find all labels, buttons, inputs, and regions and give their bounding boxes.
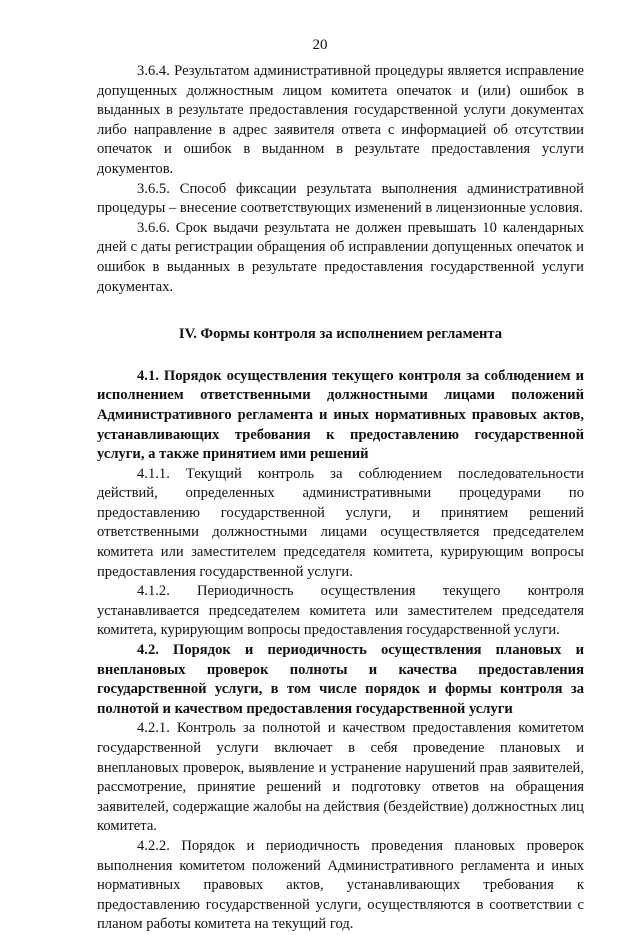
section-heading: IV. Формы контроля за исполнением регламента [178, 326, 503, 343]
paragraph-4-1-2: 4.1.2. Периодичность осуществления текущего контроля устанавливается председателем комитета или заместителем председателя комитета, курирующим вопросы предоставления государственной услуги. [97, 583, 584, 639]
paragraph-3-6-5: 3.6.5. Способ фиксации результата выполнения административной процедуры – внесение соответствующих изменений в лицензионные условия. [97, 180, 584, 217]
subsection-4-1-heading: 4.1. Порядок осуществления текущего контроля за соблюдением и исполнением ответственными должностными лицами положений Административного регламента и иных нормативных правовых актов, устанавливающих требования к предоставлению государственной услуги, а также принятием ими решений [97, 367, 584, 463]
document-body [97, 62, 584, 935]
paragraph-3-6-6: 3.6.6. Срок выдачи результата не должен превышать 10 календарных дней с даты регистрации обращения об исправлении допущенных опечаток и ошибок в выданных в результате предоставления государственной услуги документах. [97, 219, 584, 295]
paragraph-4-2-2: 4.2.2. Порядок и периодичность проведения плановых проверок выполнения комитетом положений Административного регламента и иных нормативных правовых актов, устанавливающих требования к предоставлению государственной услуги, осуществляются в соответствии с планом работы комитета на текущий год. [97, 837, 584, 933]
page-number: 20 [312, 37, 328, 53]
paragraph-4-2-1: 4.2.1. Контроль за полнотой и качеством предоставления комитетом государственной услуги включает в себя проведение плановых и внеплановых проверок, выявление и устранение нарушений прав заявителей, рассмотрение, принятие решений и подготовку ответов на обращения заявителей, содержащие жалобы на действия (бездействие) должностных лиц комитета. [97, 720, 584, 835]
paragraph-4-1-1: 4.1.1. Текущий контроль за соблюдением последовательности действий, определенных административными процедурами по предоставлению государственной услуги, и принятием решений ответственными должностными лицами осуществляется председателем комитета или заместителем председателя комитета, курирующим вопросы предоставления государственной услуги. [97, 465, 584, 580]
paragraph-3-6-4: 3.6.4. Результатом административной процедуры является исправление допущенных должностным лицом комитета опечаток и (или) ошибок в выданных в результате предоставления государственной услуги документах либо направление в адрес заявителя ответа с информацией об отсутствии опечаток и ошибок в выданном в результате предоставления услуги документов. [97, 63, 584, 177]
subsection-4-2-heading: 4.2. Порядок и периодичность осуществления плановых и внеплановых проверок полноты и качества предоставления государственной услуги, в том числе порядок и формы контроля за полнотой и качеством предоставления государственной услуги [97, 642, 584, 717]
